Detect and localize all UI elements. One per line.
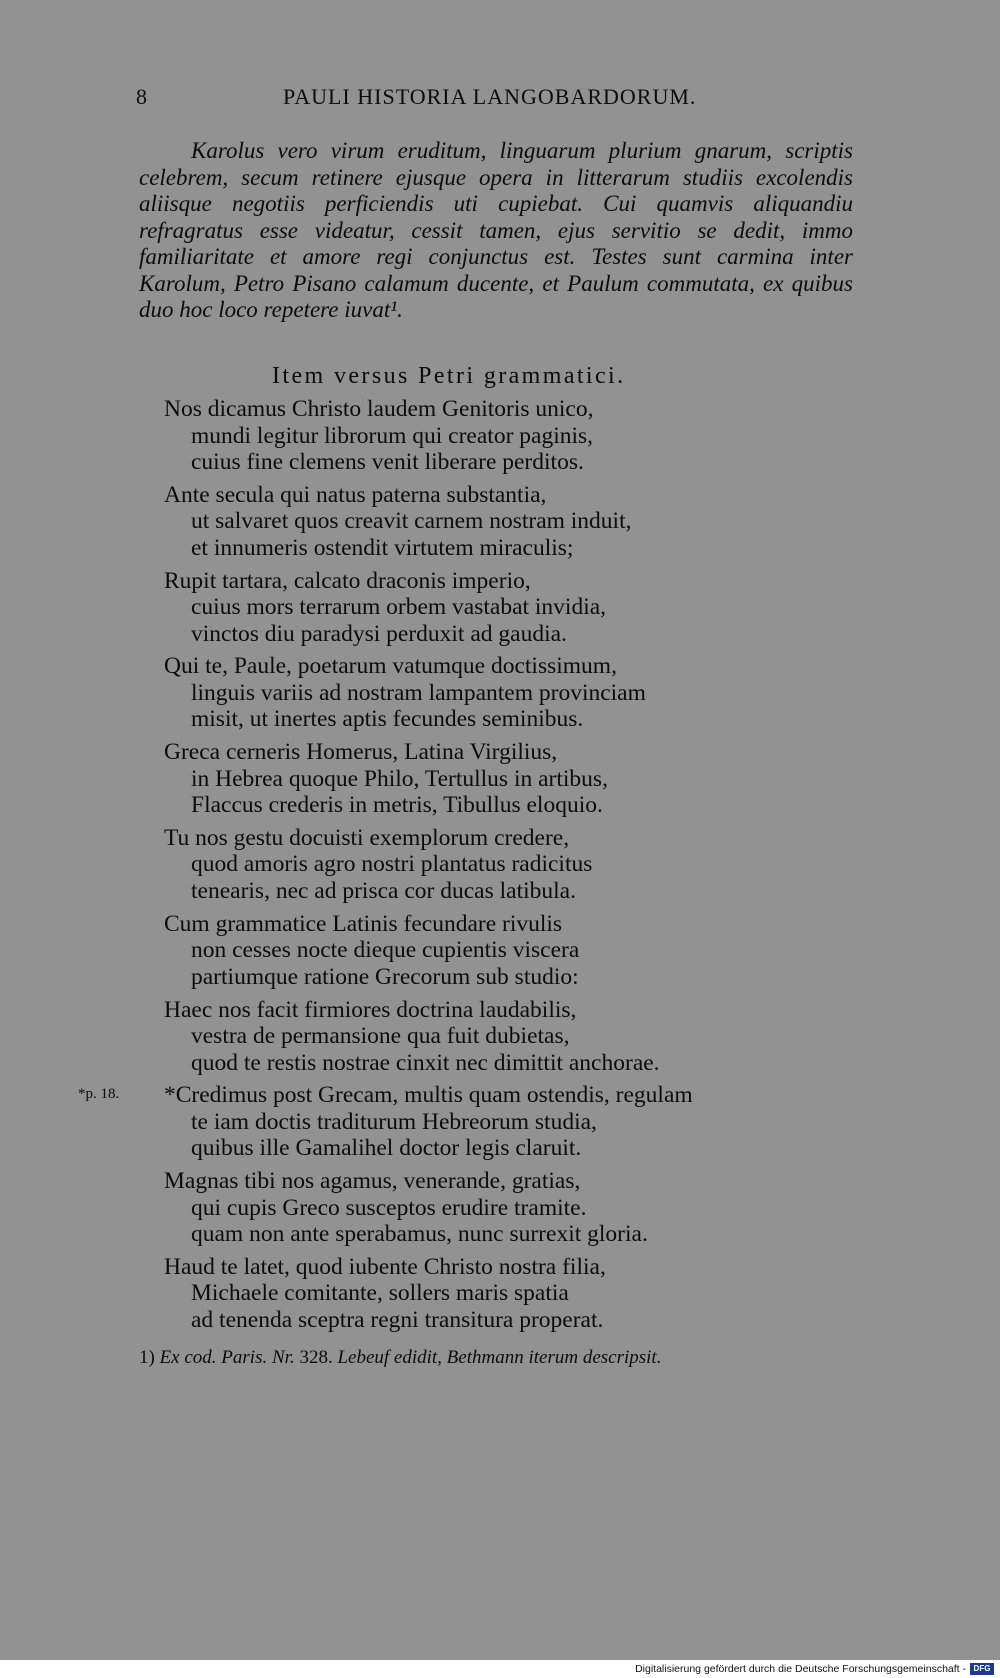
verse-line: et innumeris ostendit virtutem miraculis;	[191, 534, 574, 561]
verse-line: Rupit tartara, calcato draconis imperio,	[164, 567, 531, 594]
stanza	[164, 825, 864, 905]
verse-line: cuius fine clemens venit liberare perditos.	[191, 449, 584, 475]
verse-line: quod amoris agro nostri plantatus radicitus	[191, 851, 593, 878]
verse-line: Nos dicamus Christo laudem Genitoris unico,	[164, 396, 594, 422]
verse-line: quibus ille Gamalihel doctor legis claruit.	[191, 1135, 582, 1162]
verse-line: Michaele comitante, sollers maris spatia	[191, 1280, 569, 1307]
poem-heading: Item versus Petri grammatici.	[272, 363, 626, 389]
verse-line: ad tenenda sceptra regni transitura properat.	[191, 1306, 604, 1333]
verse-line: Tu nos gestu docuisti exemplorum credere,	[164, 824, 570, 851]
verse-line: mundi legitur librorum qui creator paginis,	[191, 422, 594, 449]
footnote-editors: Lebeuf edidit, Bethmann iterum descripsit.	[337, 1347, 662, 1368]
intro-text: Karolus vero virum eruditum, linguarum plurium gnarum, scriptis celebrem, secum retinere ejusque opera in litterarum studiis excolendis aliisque negotiis perficiendis uti cupiebat. Cui quamvis aliquandiu refragratus esse videatur, cessit tamen, ejus servitio se dedit, immo familiaritate et amore regi conjunctus est. Testes sunt carmina inter Karolum, Petro Pisano calamum ducente, et Paulum commutata, ex quibus duo hoc loco repetere iuvat¹.	[139, 138, 853, 322]
verse-line: Greca cerneris Homerus, Latina Virgilius,	[164, 739, 558, 766]
poem-body	[164, 396, 864, 1340]
verse-line: te iam doctis traditurum Hebreorum studia,	[191, 1108, 597, 1135]
verse-line: non cesses nocte dieque cupientis viscera	[191, 937, 580, 964]
stanza	[164, 1254, 864, 1334]
footnote-codex-number: 328.	[299, 1347, 333, 1368]
stanza	[164, 653, 864, 733]
verse-line: Ante secula qui natus paterna substantia,	[164, 481, 547, 508]
stanza	[164, 997, 864, 1077]
verse-line: quam non ante sperabamus, nunc surrexit gloria.	[191, 1221, 648, 1248]
verse-line: *Credimus post Grecam, multis quam ostendis, regulam	[164, 1082, 693, 1109]
verse-line: ut salvaret quos creavit carnem nostram induit,	[191, 508, 632, 535]
stanza	[164, 396, 864, 476]
verse-line: Magnas tibi nos agamus, venerande, gratias,	[164, 1168, 581, 1195]
stanza	[164, 1168, 864, 1248]
running-title: PAULI HISTORIA LANGOBARDORUM.	[283, 84, 697, 109]
funding-credit: Digitalisierung gefördert durch die Deutsche Forschungsgemeinschaft -	[635, 1663, 966, 1675]
stanza	[164, 482, 864, 562]
verse-line: Qui te, Paule, poetarum vatumque doctissimum,	[164, 653, 617, 680]
verse-line: Flaccus crederis in metris, Tibullus eloquio.	[191, 792, 603, 819]
footnote-source: Ex cod. Paris. Nr.	[159, 1347, 295, 1368]
verse-line: partiumque ratione Grecorum sub studio:	[191, 963, 579, 990]
verse-line: Cum grammatice Latinis fecundare rivulis	[164, 910, 563, 937]
verse-line: qui cupis Greco susceptos erudire tramite.	[191, 1194, 587, 1221]
running-header	[0, 84, 934, 114]
verse-line: tenearis, nec ad prisca cor ducas latibula.	[191, 877, 576, 904]
footnote-number: 1)	[139, 1347, 155, 1368]
verse-line: vinctos diu paradysi perduxit ad gaudia.	[191, 620, 567, 647]
verse-line: in Hebrea quoque Philo, Tertullus in artibus,	[191, 765, 608, 792]
digitization-footer	[0, 1660, 1000, 1678]
verse-line: quod te restis nostrae cinxit nec dimittit anchorae.	[191, 1049, 660, 1076]
intro-paragraph	[139, 138, 853, 324]
stanza	[164, 568, 864, 648]
page-number: 8	[136, 84, 148, 109]
stanza	[164, 1082, 864, 1162]
verse-line: Haec nos facit firmiores doctrina laudabilis,	[164, 996, 577, 1023]
verse-line: vestra de permansione qua fuit dubietas,	[191, 1023, 570, 1050]
stanza	[164, 739, 864, 819]
footnote	[139, 1347, 879, 1369]
stanza	[164, 911, 864, 991]
dfg-logo: DFG	[970, 1663, 994, 1675]
verse-line: misit, ut inertes aptis fecundes seminibus.	[191, 706, 584, 733]
verse-line: cuius mors terrarum orbem vastabat invidia,	[191, 594, 607, 621]
verse-line: Haud te latet, quod iubente Christo nostra filia,	[164, 1253, 606, 1280]
margin-page-reference: *p. 18.	[78, 1086, 120, 1102]
verse-line: linguis variis ad nostram lampantem provinciam	[191, 679, 646, 706]
